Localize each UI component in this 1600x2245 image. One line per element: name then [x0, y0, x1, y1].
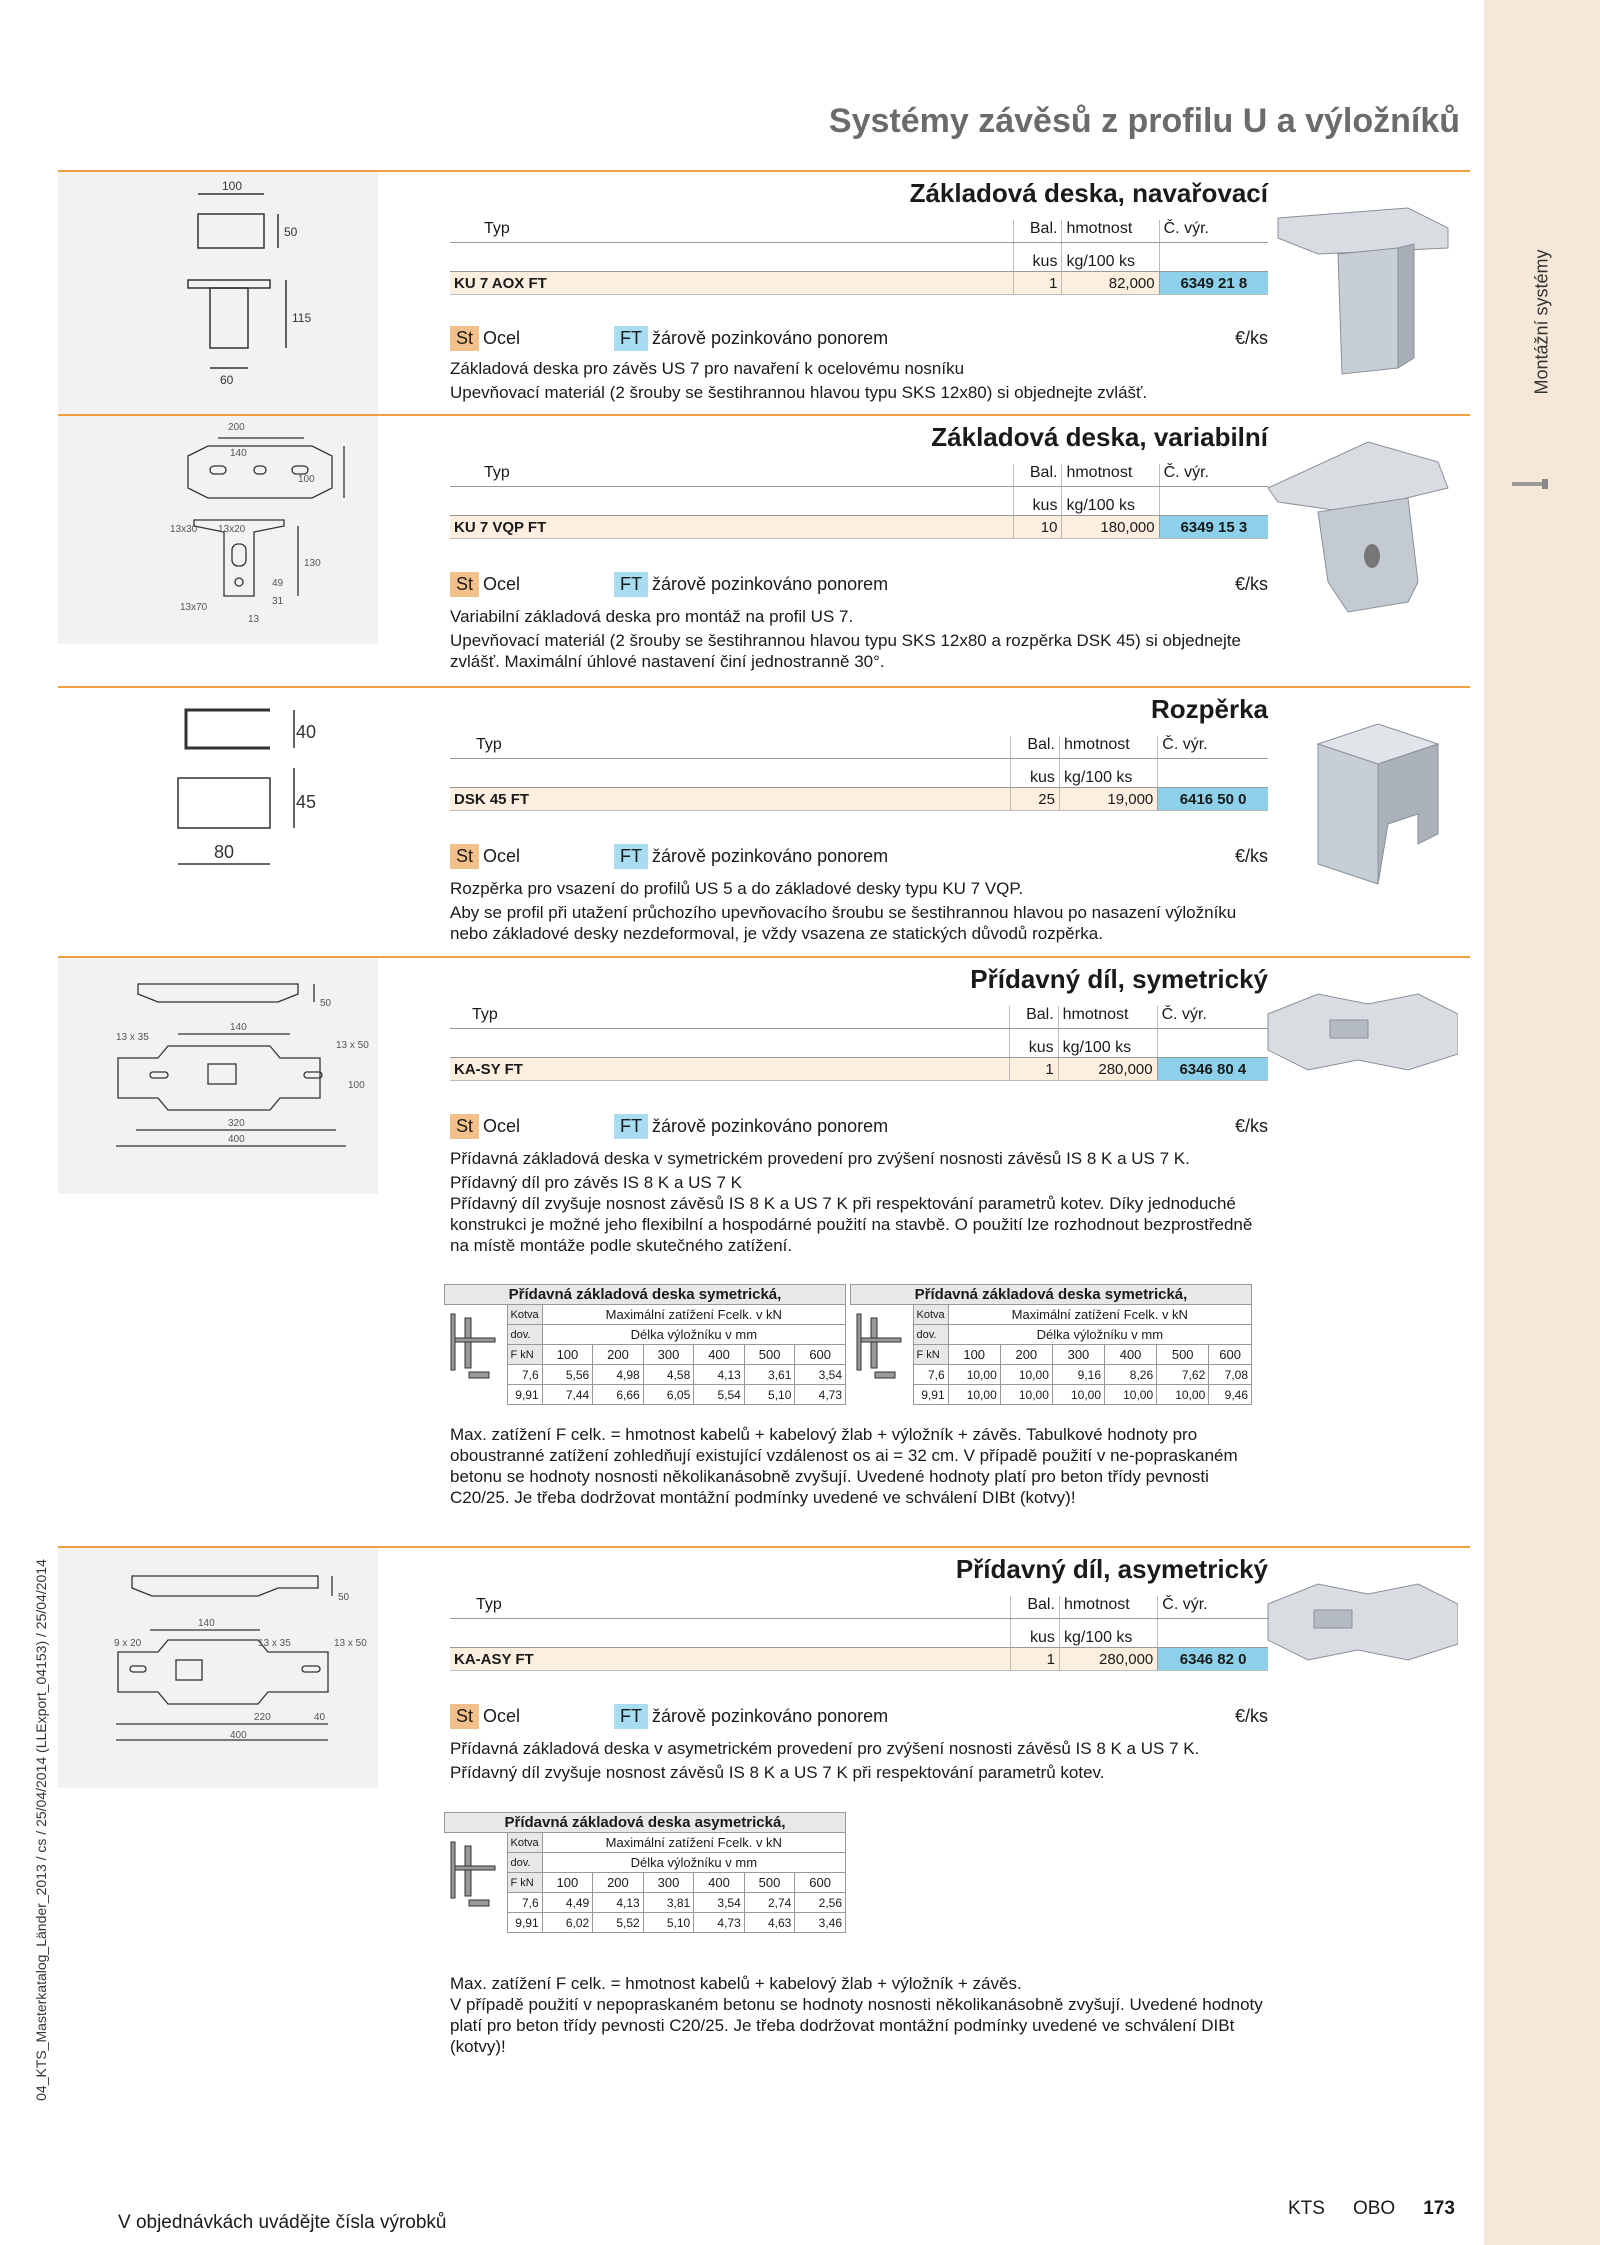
- catalog-export-note: 04_KTS_Masterkatalog_Länder_2013 / cs / 25/04/2014 (LLExport_04153) / 25/04/2014: [33, 1559, 49, 2101]
- footer-order-note: V objednávkách uvádějte čísla výrobků: [118, 2212, 447, 2233]
- material-row: St Ocel FT žárově pozinkováno ponorem €/ks: [450, 572, 1268, 600]
- technical-drawing: [58, 172, 378, 418]
- price-unit: €/ks: [1234, 574, 1268, 594]
- dim-label: 40: [314, 1712, 326, 1723]
- dim-label: 50: [284, 225, 298, 239]
- dim-label: 45: [296, 792, 317, 812]
- product-table: Typ Bal. hmotnost Č. výr. kus kg/100 ks KU 7 AOX FT 1 82,000 6349 21 8: [450, 220, 1268, 295]
- product-table: Typ Bal. hmotnost Č. výr. kus kg/100 ks KU 7 VQP FT 10 180,000 6349 15 3: [450, 464, 1268, 539]
- dim-label: 50: [320, 998, 332, 1009]
- product-table: Typ Bal. hmotnost Č. výr. kus kg/100 ks DSK 45 FT 25 19,000 6416 50 0: [450, 736, 1268, 811]
- technical-drawing: [58, 416, 378, 644]
- dim-label: 140: [198, 1618, 215, 1629]
- dim-label: 49: [272, 578, 284, 589]
- product-section-2: [58, 414, 1470, 690]
- page-number: 173: [1423, 2198, 1455, 2219]
- load-table-asymmetric: Přídavná základová deska asymetrická, Kotva Maximální zatížení Fcelk. v kN dov. Délka výložníku v mm F kN 100 200 300 400 500 600 7,6 4,49 4,13 3,81 3,54 2,74 2,56 9,91 6,02 5,52 5,10 4,73 4,63 3,46: [444, 1812, 846, 1933]
- article-number: 6349 21 8: [1159, 272, 1268, 295]
- article-number: 6346 80 4: [1157, 1058, 1268, 1081]
- article-number: 6416 50 0: [1158, 788, 1268, 811]
- finish-chip: FT: [614, 844, 648, 869]
- description: Základová deska pro závěs US 7 pro navaření k ocelovému nosníku Upevňovací materiál (2 šrouby se šestihrannou hlavou typu SKS 12x80) si objednejte zvlášť.: [450, 359, 1148, 402]
- dim-label: 115: [292, 311, 312, 325]
- dim-label: 13 x 35: [116, 1032, 149, 1043]
- dim-label: 100: [298, 474, 315, 485]
- footer-page-info: KTS OBO 173: [1288, 2198, 1455, 2219]
- anchor-diagram: [445, 1833, 508, 1933]
- note-text: Max. zatížení F celk. = hmotnost kabelů + kabelový žlab + výložník + závěs. V případě použití v nepopraskaném betonu se hodnoty nosnosti několikanásobně zvyšují. Uvedené hodnoty platí pro beton třídy pevnosti C20/25. Je třeba dodržovat montážní podmínky uvedené ve schválení DIBt (kotvy)!: [450, 1974, 1263, 2056]
- table-row: 9,91 6,02 5,52 5,10 4,73 4,63 3,46: [445, 1913, 846, 1933]
- material-row: St Ocel FT žárově pozinkováno ponorem €/ks: [450, 1114, 1268, 1142]
- product-photo: [1258, 974, 1458, 1174]
- section-title: Přídavný díl, asymetrický: [955, 1554, 1268, 1584]
- article-number: 6346 82 0: [1158, 1648, 1268, 1671]
- product-table: Typ Bal. hmotnost Č. výr. kus kg/100 ks KA-SY FT 1 280,000 6346 80 4: [450, 1006, 1268, 1081]
- material-chip: St: [450, 1114, 479, 1139]
- dim-label: 140: [230, 448, 247, 459]
- product-section-3: [58, 686, 1470, 958]
- dim-label: 60: [220, 373, 234, 387]
- product-section-4: [58, 956, 1470, 1548]
- load-table-symmetric-2: Přídavná základová deska symetrická, Kotva Maximální zatížení Fcelk. v kN dov. Délka výložníku v mm F kN 100 200 300 400 500 600 7,6 10,00 10,00 9,16 8,26 7,62 7,08 9,91 10,00 10,00 10,00 10,00 10,00 9,46: [850, 1284, 1252, 1405]
- material-row: St Ocel FT žárově pozinkováno ponorem €/ks: [450, 844, 1268, 872]
- dim-label: 13x20: [218, 524, 246, 535]
- article-number: 6349 15 3: [1159, 516, 1268, 539]
- material-row: St Ocel FT žárově pozinkováno ponorem €/ks: [450, 326, 1268, 354]
- dim-label: 100: [222, 179, 243, 193]
- dim-label: 50: [338, 1592, 350, 1603]
- dim-label: 9 x 20: [114, 1638, 142, 1649]
- dim-label: 140: [230, 1022, 247, 1033]
- product-photo: [1258, 704, 1458, 904]
- material-row: St Ocel FT žárově pozinkováno ponorem €/ks: [450, 1704, 1268, 1732]
- dim-label: 13: [248, 614, 260, 625]
- dim-label: 200: [228, 422, 245, 433]
- description: Přídavná základová deska v asymetrickém provedení pro zvýšení nosnosti závěsů IS 8 K a US 7 K. Přídavný díl zvyšuje nosnost závěsů IS 8 K a US 7 K při respektování parametrů kotev.: [450, 1739, 1200, 1782]
- table-row: KA-SY FT 1 280,000 6346 80 4: [450, 1058, 1268, 1081]
- dim-label: 40: [296, 722, 317, 742]
- dim-label: 13 x 50: [334, 1638, 367, 1649]
- technical-drawing: [58, 1548, 378, 1788]
- material-chip: St: [450, 844, 479, 869]
- product-table: Typ Bal. hmotnost Č. výr. kus kg/100 ks KA-ASY FT 1 280,000 6346 82 0: [450, 1596, 1268, 1671]
- finish-chip: FT: [614, 326, 648, 351]
- finish-chip: FT: [614, 1704, 648, 1729]
- note-text: Max. zatížení F celk. = hmotnost kabelů + kabelový žlab + výložník + závěs. Tabulkové hodnoty pro oboustranné zatížení zohledňují existující vzdálenost os ai = 32 cm. V případě použití v ne-popraskaném betonu se hodnoty nosnosti několikanásobně zvyšují. Uvedené hodnoty platí pro beton třídy pevnosti C20/25. Je třeba dodržovat montážní podmínky uvedené ve schválení DIBt (kotvy)!: [450, 1425, 1238, 1507]
- section-title: Rozpěrka: [1150, 694, 1268, 724]
- description: Variabilní základová deska pro montáž na profil US 7. Upevňovací materiál (2 šrouby se šestihrannou hlavou typu SKS 12x80 a rozpěrka DSK 45) si objednejte zvlášť. Maximální úhlové nastavení činí jednostranně 30°.: [450, 607, 1241, 671]
- description: Rozpěrka pro vsazení do profilů US 5 a do základové desky typu KU 7 VQP. Aby se profil při utažení průchozího upevňovacího šroubu se šestihrannou hlavou po nasazení výložníku nebo základové desky nezdeformoval, je vždy vsazena ze statických důvodů rozpěrka.: [450, 879, 1237, 943]
- dim-label: 320: [228, 1118, 245, 1129]
- product-photo: [1258, 188, 1458, 388]
- technical-drawing: [58, 688, 378, 884]
- table-row: KA-ASY FT 1 280,000 6346 82 0: [450, 1648, 1268, 1671]
- table-row: 9,91 7,44 6,66 6,05 5,54 5,10 4,73: [445, 1385, 846, 1405]
- material-chip: St: [450, 326, 479, 351]
- section-title: Přídavný díl, symetrický: [970, 964, 1268, 994]
- load-table-symmetric-1: Přídavná základová deska symetrická, Kotva Maximální zatížení Fcelk. v kN dov. Délka výložníku v mm F kN 100 200 300 400 500 600 7,6 5,56 4,98 4,58 4,13 3,61 3,54 9,91 7,44 6,66 6,05 5,54 5,10 4,73: [444, 1284, 846, 1405]
- price-unit: €/ks: [1234, 1116, 1268, 1136]
- side-category-label: Montážní systémy: [1531, 249, 1552, 395]
- table-row: 7,6 10,00 10,00 9,16 8,26 7,62 7,08: [851, 1365, 1252, 1385]
- table-row: 7,6 4,49 4,13 3,81 3,54 2,74 2,56: [445, 1893, 846, 1913]
- price-unit: €/ks: [1234, 1706, 1268, 1726]
- dim-label: 220: [254, 1712, 271, 1723]
- finish-chip: FT: [614, 572, 648, 597]
- dim-label: 31: [272, 596, 284, 607]
- table-row: KU 7 VQP FT 10 180,000 6349 15 3: [450, 516, 1268, 539]
- anchor-diagram: [851, 1305, 914, 1405]
- product-section-5: [58, 1546, 1470, 2056]
- table-row: KU 7 AOX FT 1 82,000 6349 21 8: [450, 272, 1268, 295]
- price-unit: €/ks: [1234, 846, 1268, 866]
- dim-label: 13x70: [180, 602, 208, 613]
- dim-label: 80: [214, 842, 235, 862]
- table-row: DSK 45 FT 25 19,000 6416 50 0: [450, 788, 1268, 811]
- dim-label: 13 x 50: [336, 1040, 369, 1051]
- dim-label: 130: [304, 558, 321, 569]
- product-photo: [1258, 1564, 1458, 1764]
- description: Přídavná základová deska v symetrickém provedení pro zvýšení nosnosti závěsů IS 8 K a US 7 K. Přídavný díl pro závěs IS 8 K a US 7 K Přídavný díl zvyšuje nosnost závěsů IS 8 K a US 7 K při respektování parametrů kotev. Díky jednoduché konstrukci je možné jeho flexibilní a hospodárné použití na stavbě. O použití lze rozhodnout bezprostředně na místě montáže podle skutečného zatížení.: [450, 1149, 1253, 1255]
- material-chip: St: [450, 572, 479, 597]
- section-title: Základová deska, navařovací: [909, 178, 1268, 208]
- bolt-icon: [1512, 478, 1550, 490]
- section-title: Základová deska, variabilní: [931, 422, 1268, 452]
- price-unit: €/ks: [1234, 328, 1268, 348]
- finish-chip: FT: [614, 1114, 648, 1139]
- table-row: 9,91 10,00 10,00 10,00 10,00 10,00 9,46: [851, 1385, 1252, 1405]
- product-section-1: [58, 170, 1470, 418]
- dim-label: 13x30: [170, 524, 198, 535]
- dim-label: 100: [348, 1080, 365, 1091]
- product-photo: [1258, 432, 1458, 632]
- table-row: 7,6 5,56 4,98 4,58 4,13 3,61 3,54: [445, 1365, 846, 1385]
- dim-label: 13 x 35: [258, 1638, 291, 1649]
- dim-label: 400: [230, 1730, 247, 1741]
- dim-label: 400: [228, 1134, 245, 1145]
- technical-drawing: [58, 958, 378, 1194]
- material-chip: St: [450, 1704, 479, 1729]
- anchor-diagram: [445, 1305, 508, 1405]
- page-title: Systémy závěsů z profilu U a výložníků: [828, 102, 1460, 140]
